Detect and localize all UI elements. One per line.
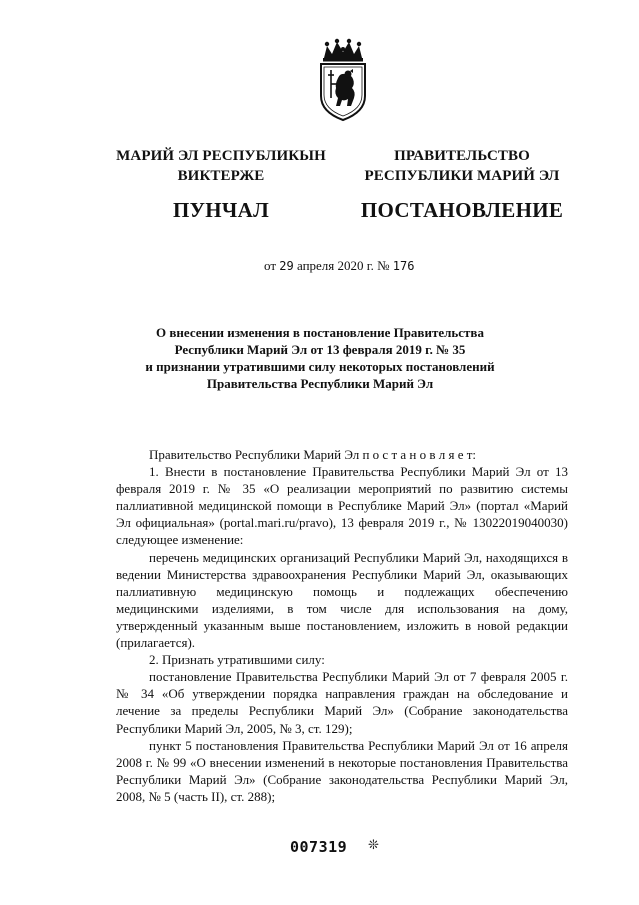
body-preamble: Правительство Республики Марий Эл п о с т а н о в л я е т: bbox=[149, 447, 477, 462]
header-left-line2: ВИКТЕРЖЕ bbox=[177, 168, 265, 184]
title-line2: Республики Марий Эл от 13 февраля 2019 г. № 35 bbox=[174, 342, 466, 357]
header-left-line1: МАРИЙ ЭЛ РЕСПУБЛИКЫН bbox=[116, 148, 326, 164]
body-item-1: 1. Внести в постановление Правительства Республики Марий Эл от 13 февраля 2019 г. № 35 «О реализации мероприятий по развитию системы паллиативной медицинской помощи в Республике Марий Эл» (портал «Марий Эл официальная» (portal.mari.ru/pravo), 13 февраля 2019 г., № 13022019040030) следующее изменение: bbox=[116, 464, 568, 548]
document-body bbox=[116, 446, 568, 805]
date-month-year: апреля 2020 г. № bbox=[296, 258, 390, 273]
header-right-russian bbox=[358, 146, 566, 223]
header-right-line1: ПРАВИТЕЛЬСТВО bbox=[394, 148, 530, 164]
header-left-doc-type: ПУНЧАЛ bbox=[172, 198, 270, 222]
body-item-2-a: постановление Правительства Республики Марий Эл от 7 февраля 2005 г. № 34 «Об утверждении порядка направления граждан на обследование и лечение за пределы Республики Марий Эл» (Собрание законодательства Республики Марий Эл, 2005, № 3, ст. 129); bbox=[116, 669, 568, 736]
header-left-mari bbox=[108, 146, 334, 223]
header-right-line2: РЕСПУБЛИКИ МАРИЙ ЭЛ bbox=[364, 168, 560, 184]
body-item-2: 2. Признать утратившими силу: bbox=[149, 652, 325, 668]
title-line1: О внесении изменения в постановление Правительства bbox=[156, 325, 484, 340]
date-prefix: от bbox=[264, 258, 277, 273]
coat-of-arms-emblem bbox=[318, 38, 368, 122]
document-number: 176 bbox=[392, 259, 415, 273]
header-right-doc-type: ПОСТАНОВЛЕНИЕ bbox=[360, 198, 564, 222]
body-item-2-b: пункт 5 постановления Правительства Республики Марий Эл от 16 апреля 2008 г. № 99 «О внесении изменений в некоторые постановления Правительства Республики Марий Эл» (Собрание законодательства Республики Марий Эл, 2008, № 5 (часть II), ст. 288); bbox=[116, 737, 568, 804]
document-title bbox=[100, 324, 540, 392]
date-day: 29 bbox=[279, 259, 294, 273]
title-line4: Правительства Республики Марий Эл bbox=[206, 376, 434, 391]
body-item-1-text: перечень медицинских организаций Республики Марий Эл, находящихся в ведении Министерства здравоохранения Республики Марий Эл, оказывающих паллиативную медицинскую помощь и подлежащих обеспечению медицинскими изделиями, в том числе для использования на дому, утвержденный указанным выше постановлением, изложить в новой редакции (прилагается). bbox=[116, 549, 568, 651]
title-line3: и признании утратившими силу некоторых постановлений bbox=[145, 359, 495, 374]
form-serial-number: 007319 bbox=[290, 838, 348, 856]
document-date bbox=[264, 257, 484, 275]
ornament-icon: ❊ bbox=[368, 837, 379, 852]
